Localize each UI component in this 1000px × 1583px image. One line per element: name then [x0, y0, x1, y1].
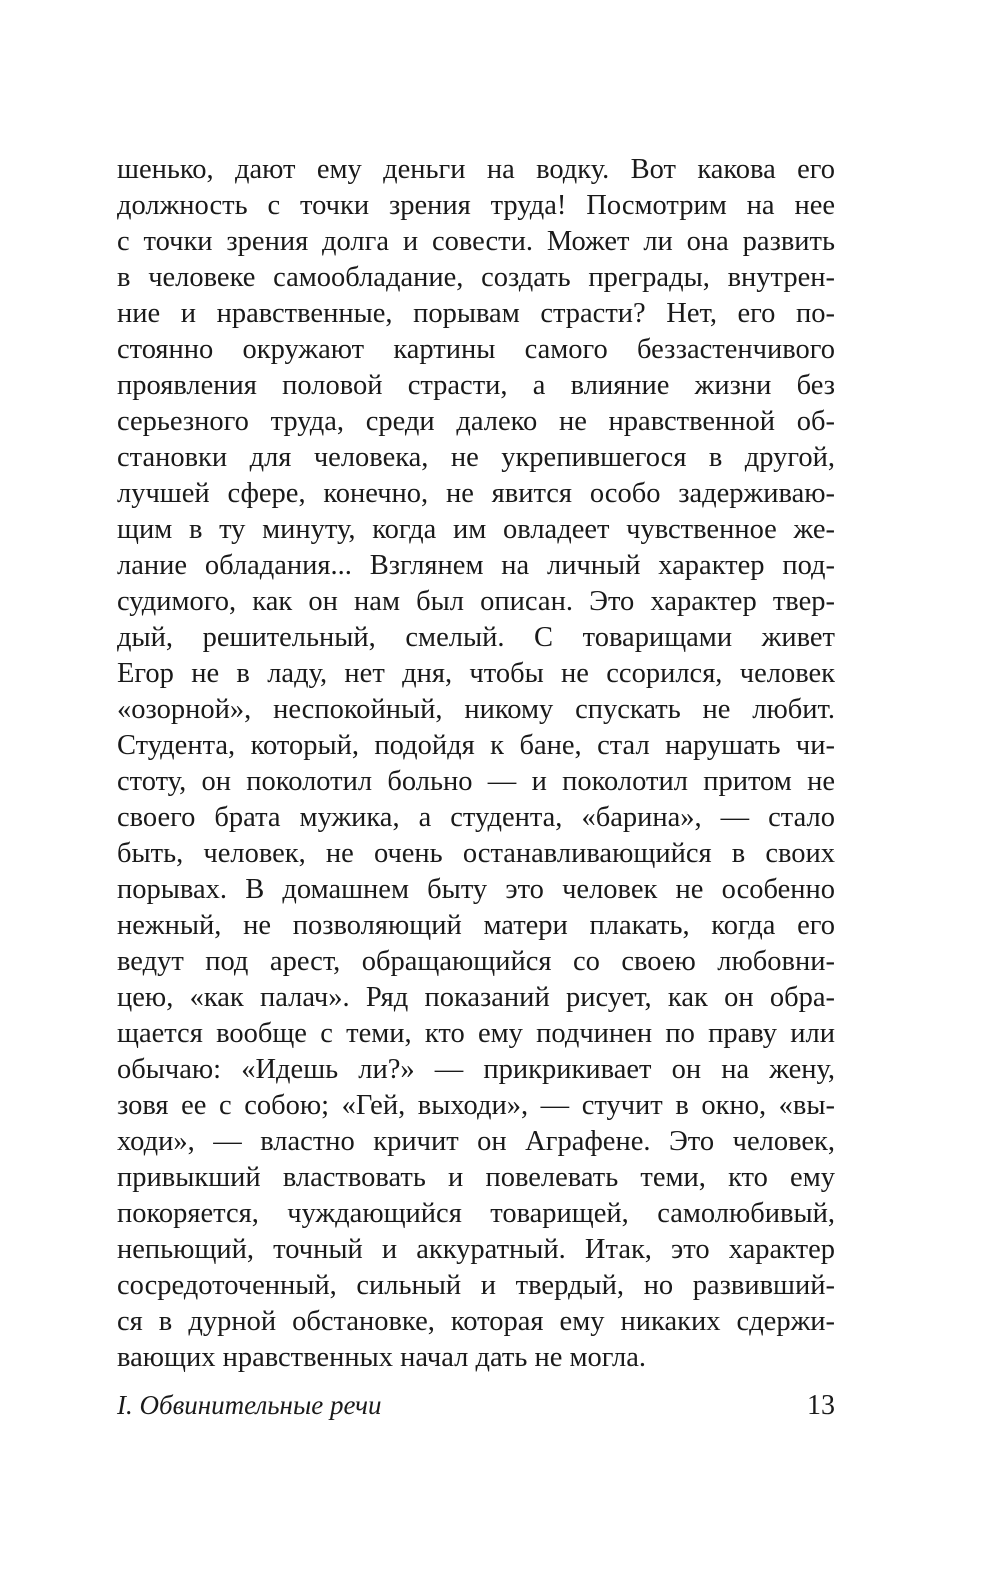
- text-line: ведут под арест, обращающийся со своею любовни-: [117, 946, 835, 977]
- text-line: щается вообще с теми, кто ему подчинен по праву или: [117, 1018, 835, 1049]
- text-line: стоту, он поколотил больно — и поколотил притом не: [117, 766, 835, 797]
- text-line: привыкший властвовать и повелевать теми, кто ему: [117, 1162, 835, 1193]
- text-line: своего брата мужика, а студента, «барина», — стало: [117, 802, 835, 833]
- text-line: ся в дурной обстановке, которая ему никаких сдержи-: [117, 1306, 835, 1337]
- text-line: лание обладания... Взглянем на личный характер под-: [117, 550, 835, 581]
- text-line: быть, человек, не очень останавливающийся в своих: [117, 838, 835, 869]
- text-line: ние и нравственные, порывам страсти? Нет, его по-: [117, 298, 835, 329]
- text-line: обычаю: «Идешь ли?» — прикрикивает он на жену,: [117, 1054, 835, 1085]
- text-line: порывах. В домашнем быту это человек не особенно: [117, 874, 835, 905]
- page-number: 13: [807, 1390, 835, 1421]
- text-line: сосредоточенный, сильный и твердый, но развивший-: [117, 1270, 835, 1301]
- body-text: [117, 152, 835, 1376]
- text-line: цею, «как палач». Ряд показаний рисует, как он обра-: [117, 982, 835, 1013]
- text-line: шенько, дают ему деньги на водку. Вот какова его: [117, 154, 835, 185]
- running-title: I. Обвинительные речи: [117, 1390, 382, 1420]
- text-line: щим в ту минуту, когда им овладеет чувственное же-: [117, 514, 835, 545]
- text-line: в человеке самообладание, создать преграды, внутрен-: [117, 262, 835, 293]
- text-line: с точки зрения долга и совести. Может ли она развить: [117, 226, 835, 257]
- text-line: Студента, который, подойдя к бане, стал нарушать чи-: [117, 730, 835, 761]
- text-line: серьезного труда, среди далеко не нравственной об-: [117, 406, 835, 437]
- text-line: вающих нравственных начал дать не могла.: [117, 1342, 646, 1373]
- page-footer: [117, 1390, 835, 1430]
- text-line: становки для человека, не укрепившегося в другой,: [117, 442, 835, 473]
- text-line: дый, решительный, смелый. С товарищами живет: [117, 622, 835, 653]
- text-line: должность с точки зрения труда! Посмотрим на нее: [117, 190, 835, 221]
- text-line: нежный, не позволяющий матери плакать, когда его: [117, 910, 835, 941]
- text-line: зовя ее с собою; «Гей, выходи», — стучит в окно, «вы-: [117, 1090, 835, 1121]
- text-line: ходи», — властно кричит он Аграфене. Это человек,: [117, 1126, 835, 1157]
- text-line: непьющий, точный и аккуратный. Итак, это характер: [117, 1234, 835, 1265]
- text-line: покоряется, чуждающийся товарищей, самолюбивый,: [117, 1198, 835, 1229]
- text-line: Егор не в ладу, нет дня, чтобы не ссорился, человек: [117, 658, 835, 689]
- text-line: судимого, как он нам был описан. Это характер твер-: [117, 586, 835, 617]
- text-line: стоянно окружают картины самого беззастенчивого: [117, 334, 835, 365]
- text-line: «озорной», неспокойный, никому спускать не любит.: [117, 694, 835, 725]
- text-line: проявления половой страсти, а влияние жизни без: [117, 370, 835, 401]
- text-line: лучшей сфере, конечно, не явится особо задерживаю-: [117, 478, 835, 509]
